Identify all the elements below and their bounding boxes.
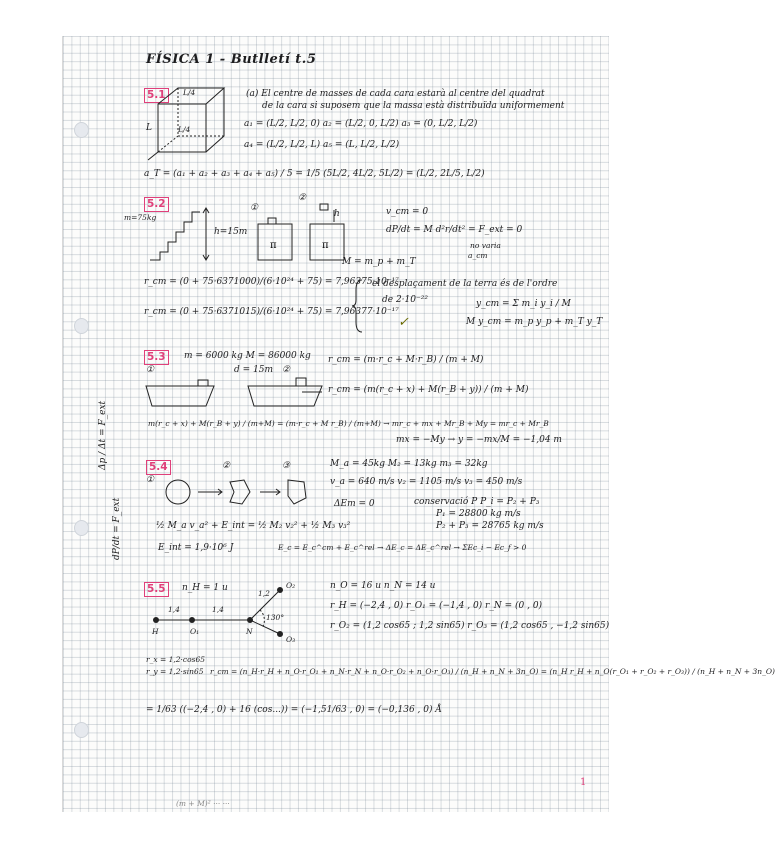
s52-eq-3: y_cm = Σ m_i y_i / M bbox=[476, 299, 571, 309]
s54-case-3: ③ bbox=[282, 461, 291, 471]
s52-eq-1: r_cm = (0 + 75·6371000)/(6·10²⁴ + 75) = 7,96375·10⁻¹⁷ bbox=[144, 277, 399, 287]
s52-eq-2: r_cm = (0 + 75·6371015)/(6·10²⁴ + 75) = 7,96377·10⁻¹⁷ bbox=[144, 307, 399, 317]
s55-eq-2: = 1/63 ((−2,4 , 0) + 16 (cos...)) = (−1,51/63 , 0) = (−0,136 , 0) Å bbox=[146, 705, 442, 715]
s52-r3: no varia bbox=[470, 241, 501, 250]
s52-height: h=15m bbox=[214, 227, 248, 237]
s52-case-1: ① bbox=[250, 203, 259, 213]
section-label-5-3: 5.3 bbox=[144, 350, 169, 365]
page-number: 1 bbox=[580, 777, 587, 788]
s53-case-1: ① bbox=[146, 365, 155, 375]
s54-masses: M_a = 45kg M₂ = 13kg m₃ = 32kg bbox=[330, 459, 488, 469]
s52-r4: a_cm bbox=[468, 251, 488, 260]
check-mark: ✓ bbox=[398, 315, 409, 330]
s54-case-2: ② bbox=[222, 461, 231, 471]
atom-o3: O₃ bbox=[286, 635, 296, 644]
section-label-5-5: 5.5 bbox=[144, 582, 169, 597]
s54-case-1: ① bbox=[146, 475, 155, 485]
explosion-diagram bbox=[164, 476, 324, 510]
s52-eq-4: M y_cm = m_p y_p + m_T y_T bbox=[466, 317, 603, 327]
s54-velocities: v_a = 640 m/s v₂ = 1105 m/s v₃ = 450 m/s bbox=[330, 477, 523, 487]
section-label-5-4: 5.4 bbox=[146, 460, 171, 475]
bond-length-1: 1,4 bbox=[168, 605, 180, 614]
s55-eq-1: r_cm = (n_H·r_H + n_O·r_O₁ + n_N·r_N + n_O·r_O₂ + n_O·r_O₃) / (n_H + n_N + 3n_O) = (n_H r_H + n_O(r_O₁ + r_O₂ + r_O₃)) / (n_H + n_N + 3n_O) bbox=[210, 667, 775, 676]
side-note-1: Δp / Δt = F_ext bbox=[98, 400, 108, 470]
s52-h-label: h bbox=[334, 209, 340, 219]
s53-eq-1: r_cm = (m·r_c + M·r_B) / (m + M) bbox=[328, 355, 484, 365]
atom-h: H bbox=[152, 627, 159, 636]
s54-p2: P₂ + P₃ = 28765 kg m/s bbox=[436, 521, 544, 531]
s53-d: d = 15m bbox=[234, 365, 274, 375]
s52-note-2: de 2·10⁻²² bbox=[382, 295, 428, 305]
s54-ec: E_c = E_c^cm + E_c^rel → ΔE_c = ΔE_c^rel → ΣEc_i − Ec_f > 0 bbox=[278, 543, 527, 552]
s55-r2: r_O₂ = (1,2 cos65 ; 1,2 sin65) r_O₃ = (1,2 cos65 , −1,2 sin65) bbox=[330, 621, 610, 631]
s55-no: n_O = 16 u n_N = 14 u bbox=[330, 581, 436, 591]
s52-r2: dP/dt = M d²r/dt² = F_ext = 0 bbox=[386, 225, 523, 235]
s52-mass-sum: M = m_p + m_T bbox=[342, 257, 416, 267]
atom-o2: O₂ bbox=[286, 581, 296, 590]
punch-hole bbox=[74, 122, 89, 138]
stairs-diagram bbox=[150, 204, 210, 264]
s54-cons: conservació P P_i = P₂ + P₃ bbox=[414, 497, 540, 507]
boats-diagram bbox=[144, 376, 326, 412]
bond-length-2: 1,4 bbox=[212, 605, 224, 614]
s53-case-2: ② bbox=[282, 365, 291, 375]
page-title: FÍSICA 1 - Butlletí t.5 bbox=[146, 52, 317, 67]
s55-footer: (m + M)² ··· ··· bbox=[176, 799, 230, 808]
s53-eq-3: m(r_c + x) + M(r_B + y) / (m+M) = (m·r_c + M r_B) / (m+M) → mr_c + mx + Mr_B + My = mr_c + Mr_B bbox=[148, 419, 549, 428]
punch-hole bbox=[74, 318, 89, 334]
atom-o1: O₁ bbox=[190, 627, 200, 636]
s52-m-label-1: π bbox=[270, 240, 277, 251]
s54-eint: E_int = 1,9·10⁶ J bbox=[158, 543, 234, 553]
s51-eq-1: a₁ = (L/2, L/2, 0) a₂ = (L/2, 0, L/2) a₃ = (0, L/2, L/2) bbox=[244, 119, 478, 129]
section-label-5-2: 5.2 bbox=[144, 197, 169, 212]
s55-cy: r_y = 1,2·sin65 bbox=[146, 667, 204, 676]
punch-hole bbox=[74, 520, 89, 536]
s52-case-2: ② bbox=[298, 193, 307, 203]
s54-p1: P₁ = 28800 kg m/s bbox=[436, 509, 521, 519]
side-note-2: dP/dt = F_ext bbox=[112, 497, 122, 560]
cube-label-inner: L/4 bbox=[178, 125, 191, 134]
s51-text-2: de la cara si suposem que la massa està distribuïda uniformement bbox=[262, 101, 565, 111]
s54-dem: ΔEm = 0 bbox=[334, 499, 375, 509]
bond-angle: 130° bbox=[266, 613, 285, 622]
cube-label-top: L/4 bbox=[183, 88, 196, 97]
bond-length-3: 1,2 bbox=[258, 589, 270, 598]
s52-note-1: el desplaçament de la terra és de l'ordre bbox=[372, 279, 558, 289]
s55-r1: r_H = (−2,4 , 0) r_O₁ = (−1,4 , 0) r_N = (0 , 0) bbox=[330, 601, 543, 611]
s54-energy: ½ M_a v_a² + E_int = ½ M₂ v₂² + ½ M₃ v₃² bbox=[156, 521, 351, 531]
section-label-5-1: 5.1 bbox=[144, 88, 169, 103]
atom-n: N bbox=[246, 627, 253, 636]
s51-text-1: (a) El centre de masses de cada cara estarà al centre del quadrat bbox=[246, 89, 545, 99]
punch-hole bbox=[74, 722, 89, 738]
brace bbox=[352, 278, 366, 334]
s52-m-label-2: π bbox=[322, 240, 329, 251]
s55-nh: n_H = 1 u bbox=[182, 583, 228, 593]
s53-eq-4: mx = −My → y = −mx/M = −1,04 m bbox=[396, 435, 562, 445]
s55-cx: r_x = 1,2·cos65 bbox=[146, 655, 206, 664]
s53-eq-2: r_cm = (m(r_c + x) + M(r_B + y)) / (m + M) bbox=[328, 385, 529, 395]
cube-label-side: L bbox=[146, 123, 152, 133]
s53-values: m = 6000 kg M = 86000 kg bbox=[184, 351, 311, 361]
s51-eq-2: a₄ = (L/2, L/2, L) a₅ = (L, L/2, L/2) bbox=[244, 140, 400, 150]
s52-r1: v_cm = 0 bbox=[386, 207, 429, 217]
s51-eq-3: a_T = (a₁ + a₂ + a₃ + a₄ + a₅) / 5 = 1/5 (5L/2, 4L/2, 5L/2) = (L/2, 2L/5, L/2) bbox=[144, 169, 485, 179]
s52-mass: m=75kg bbox=[124, 213, 157, 222]
